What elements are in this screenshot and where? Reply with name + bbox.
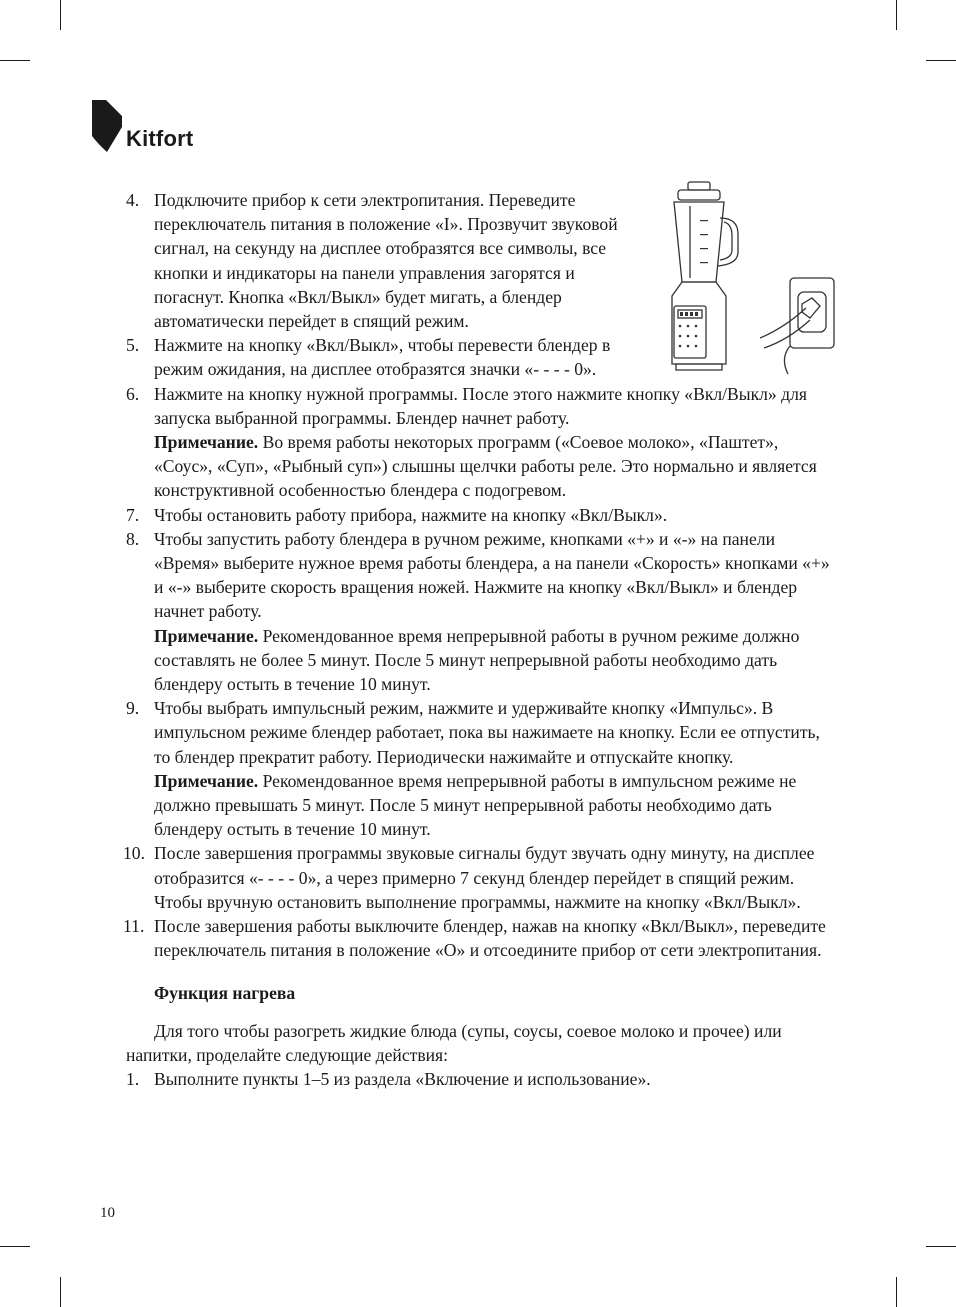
kitfort-logo-icon [92, 100, 122, 152]
step-text: Выполните пункты 1–5 из раздела «Включение и использование». [154, 1069, 651, 1090]
step-text: После завершения программы звуковые сигналы будут звучать одну минуту, на дисплее отобразится «- - - - 0», а через примерно 7 секунд блендер перейдет в спящий режим. Чтобы вручную остановить выполнение программы, нажмите на кнопку «Вкл/Выкл». [154, 843, 815, 912]
step-text: Чтобы запустить работу блендера в ручном режиме, кнопками «+» и «-» на панели «Время» выберите нужное время работы блендера, а на панели «Скорость» кнопками «+» и «-» выберите скорость вращения ножей. Нажмите на кнопку «Вкл/Выкл» и блендер начнет работу. [154, 528, 830, 622]
crop-mark [0, 1246, 30, 1247]
brand-name: Kitfort [126, 126, 194, 151]
note-text: Рекомендованное время непрерывной работы в импульсном режиме не должно превышать 5 минут. После 5 минут непрерывной работы необходимо дать блендеру остыть в течение 10 минут. [154, 770, 797, 840]
instructions [123, 188, 838, 1091]
crop-mark [0, 60, 30, 61]
list-item [123, 841, 838, 914]
list-item [126, 333, 646, 381]
crop-mark [896, 0, 897, 30]
brand-logo [92, 100, 193, 152]
step-number: 1. [126, 1069, 140, 1090]
section-intro: Для того чтобы разогреть жидкие блюда (супы, соусы, соевое молоко и прочее) или напитки, проделайте следующие действия: [126, 1020, 782, 1065]
step-number: 9. [126, 698, 140, 719]
list-item [126, 503, 838, 527]
note-label: Примечание. [154, 625, 259, 646]
note-text: Во время работы некоторых программ («Соевое молоко», «Паштет», «Соус», «Суп», «Рыбный суп») слышны щелчки работы реле. Это нормально и является конструктивной особенностью блендера с подогревом. [154, 432, 817, 501]
step-number: 7. [126, 504, 140, 525]
section-heading: Функция нагрева [154, 982, 296, 1003]
step-number: 6. [126, 383, 140, 404]
crop-mark [926, 1246, 956, 1247]
list-item [126, 696, 838, 841]
step-number: 11. [123, 916, 145, 937]
step-text: Чтобы остановить работу прибора, нажмите на кнопку «Вкл/Выкл». [154, 504, 668, 525]
list-item [126, 188, 646, 333]
crop-mark [896, 1277, 897, 1307]
note-text: Рекомендованное время непрерывной работы в ручном режиме должно составлять не более 5 минут. После 5 минут непрерывной работы необходимо дать блендеру остыть в течение 10 минут. [154, 625, 800, 695]
step-note [154, 624, 838, 697]
page-number: 10 [100, 1205, 115, 1221]
step-text: Нажмите на кнопку «Вкл/Выкл», чтобы перевести блендер в режим ожидания, на дисплее отобразятся значки «- - - - 0». [154, 335, 611, 380]
list-item [126, 1067, 838, 1091]
step-number: 5. [126, 335, 140, 356]
step-text: После завершения работы выключите блендер, нажав на кнопку «Вкл/Выкл», переведите переключатель питания в положение «O» и отсоедините прибор от сети электропитания. [154, 916, 826, 961]
crop-mark [60, 1277, 61, 1307]
step-text: Подключите прибор к сети электропитания. Переведите переключатель питания в положение «I». Прозвучит звуковой сигнал, на секунду на дисплее отобразятся все символы, все кнопки и индикаторы на панели управления загорятся и погаснут. Кнопка «Вкл/Выкл» будет мигать, а блендер автоматически перейдет в спящий режим. [154, 190, 618, 332]
step-number: 10. [123, 843, 145, 864]
step-number: 8. [126, 528, 140, 549]
list-item [126, 382, 838, 503]
step-note [154, 430, 838, 503]
crop-mark [60, 0, 61, 30]
list-item [126, 527, 838, 696]
note-label: Примечание. [154, 770, 259, 791]
note-label: Примечание. [154, 432, 259, 453]
list-item [123, 914, 838, 962]
step-note [154, 769, 838, 842]
step-text: Нажмите на кнопку нужной программы. После этого нажмите кнопку «Вкл/Выкл» для запуска выбранной программы. Блендер начнет работу. [154, 383, 807, 428]
crop-mark [926, 60, 956, 61]
step-number: 4. [126, 190, 140, 210]
step-text: Чтобы выбрать импульсный режим, нажмите и удерживайте кнопку «Импульс». В импульсном режиме блендер работает, пока вы нажимаете на кнопку. Если ее отпустить, то блендер прекратит работу. Периодически нажимайте и отпускайте кнопку. [154, 698, 820, 767]
